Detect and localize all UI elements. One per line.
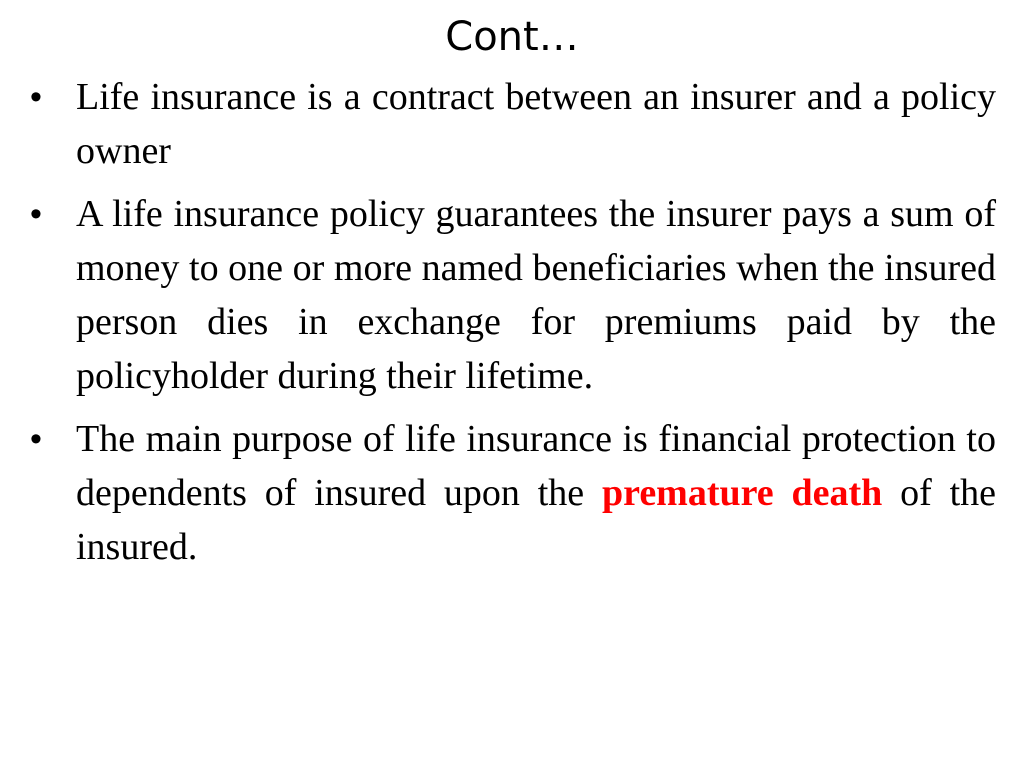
- bullet-text-before: The main purpose of life insurance is financial protection to dependents of insured upon the: [76, 418, 996, 514]
- bullet-dot-icon: •: [30, 78, 42, 116]
- bullet-text: Life insurance is a contract between an insurer and a policy owner: [76, 76, 996, 172]
- bullet-text-after: of the insured.: [76, 472, 996, 568]
- bullet-item-policy: [30, 187, 996, 403]
- slide-title: Cont…: [445, 14, 579, 60]
- highlight-premature-death: premature death: [602, 472, 883, 514]
- bullet-text: A life insurance policy guarantees the insurer pays a sum of money to one or more named beneficiaries when the insured person dies in exchange for premiums paid by the policyholder during their lifetime.: [76, 193, 996, 397]
- bullet-item-contract: [30, 70, 996, 178]
- bullet-list: [30, 70, 996, 583]
- bullet-dot-icon: •: [30, 420, 42, 458]
- bullet-item-purpose: [30, 412, 996, 574]
- bullet-dot-icon: •: [30, 195, 42, 233]
